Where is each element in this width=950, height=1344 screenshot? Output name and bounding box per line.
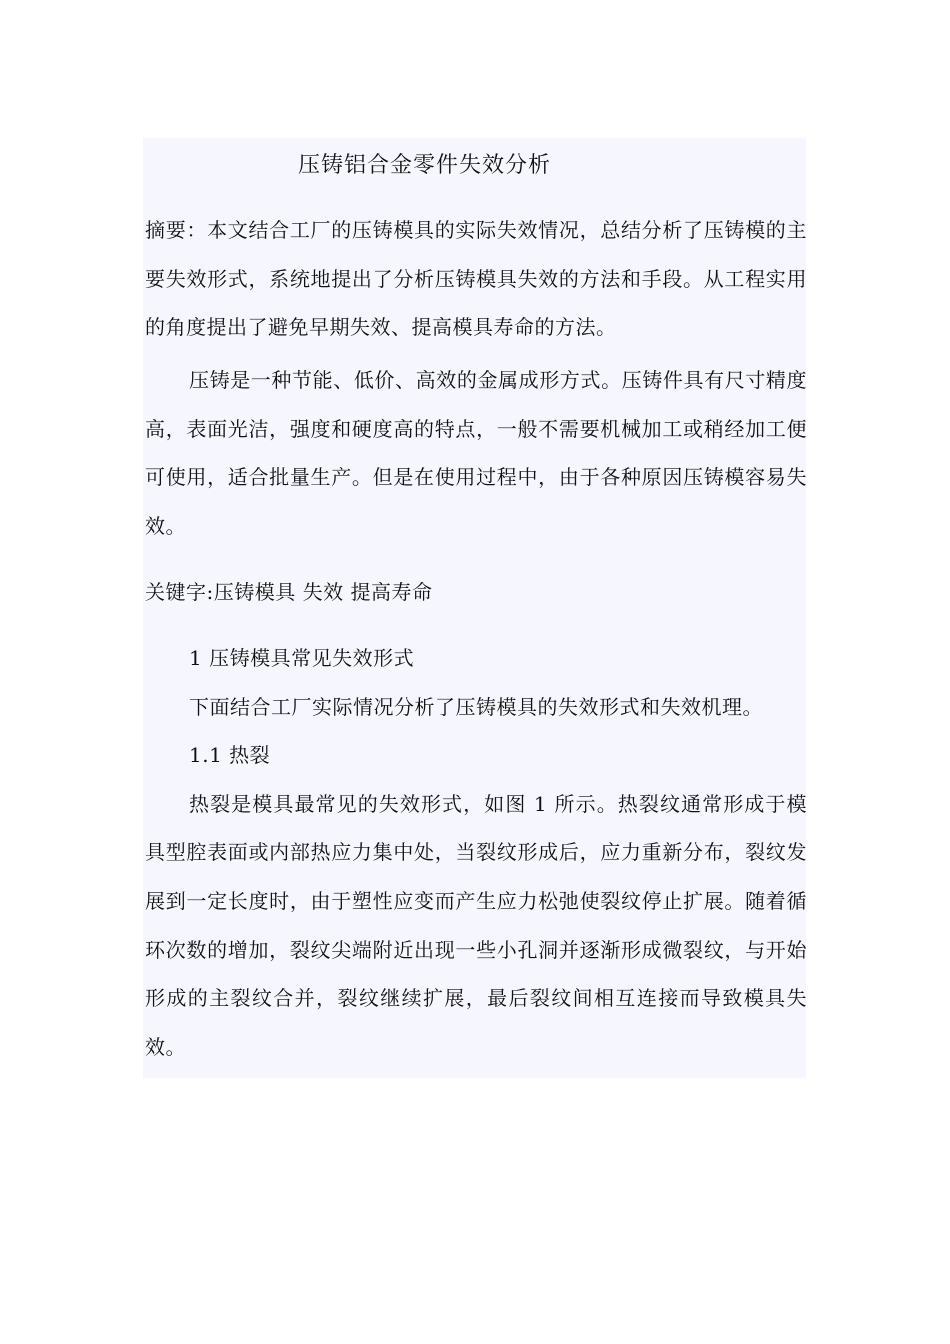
abstract-text: 摘要：本文结合工厂的压铸模具的实际失效情况，总结分析了压铸模的主要失效形式，系统地提出了分析压铸模具失效的方法和手段。从工程实用的角度提出了避免早期失效、提高模具寿命的方法。 <box>145 218 807 340</box>
keywords-line <box>145 568 807 617</box>
section-1 <box>145 634 807 1071</box>
section-1-intro: 下面结合工厂实际情况分析了压铸模具的失效形式和失效机理。 <box>189 694 763 719</box>
document-title: 压铸铝合金零件失效分析 <box>298 153 552 178</box>
subsection-1-1-heading: 1.1 热裂 <box>189 743 271 768</box>
subsection-1-1-body: 热裂是模具最常见的失效形式，如图 1 所示。热裂纹通常形成于模具型腔表面或内部热应力集中处，当裂纹形成后，应力重新分布，裂纹发展到一定长度时，由于塑性应变而产生应力松弛使裂纹停止扩展。随着循环次数的增加，裂纹尖端附近出现一些小孔洞并逐渐形成微裂纹，与开始形成的主裂纹合并，裂纹继续扩展，最后裂纹间相互连接而导致模具失效。 <box>145 791 807 1059</box>
section-1-heading: 1 压铸模具常见失效形式 <box>189 646 415 670</box>
abstract-paragraph <box>145 206 807 352</box>
intro-paragraph <box>145 356 807 550</box>
keywords-text: 关键字:压铸模具 失效 提高寿命 <box>145 580 433 604</box>
intro-text: 压铸是一种节能、低价、高效的金属成形方式。压铸件具有尺寸精度高，表面光洁，强度和硬度高的特点，一般不需要机械加工或稍经加工便可使用，适合批量生产。但是在使用过程中，由于各种原因压铸模容易失效。 <box>145 368 807 538</box>
